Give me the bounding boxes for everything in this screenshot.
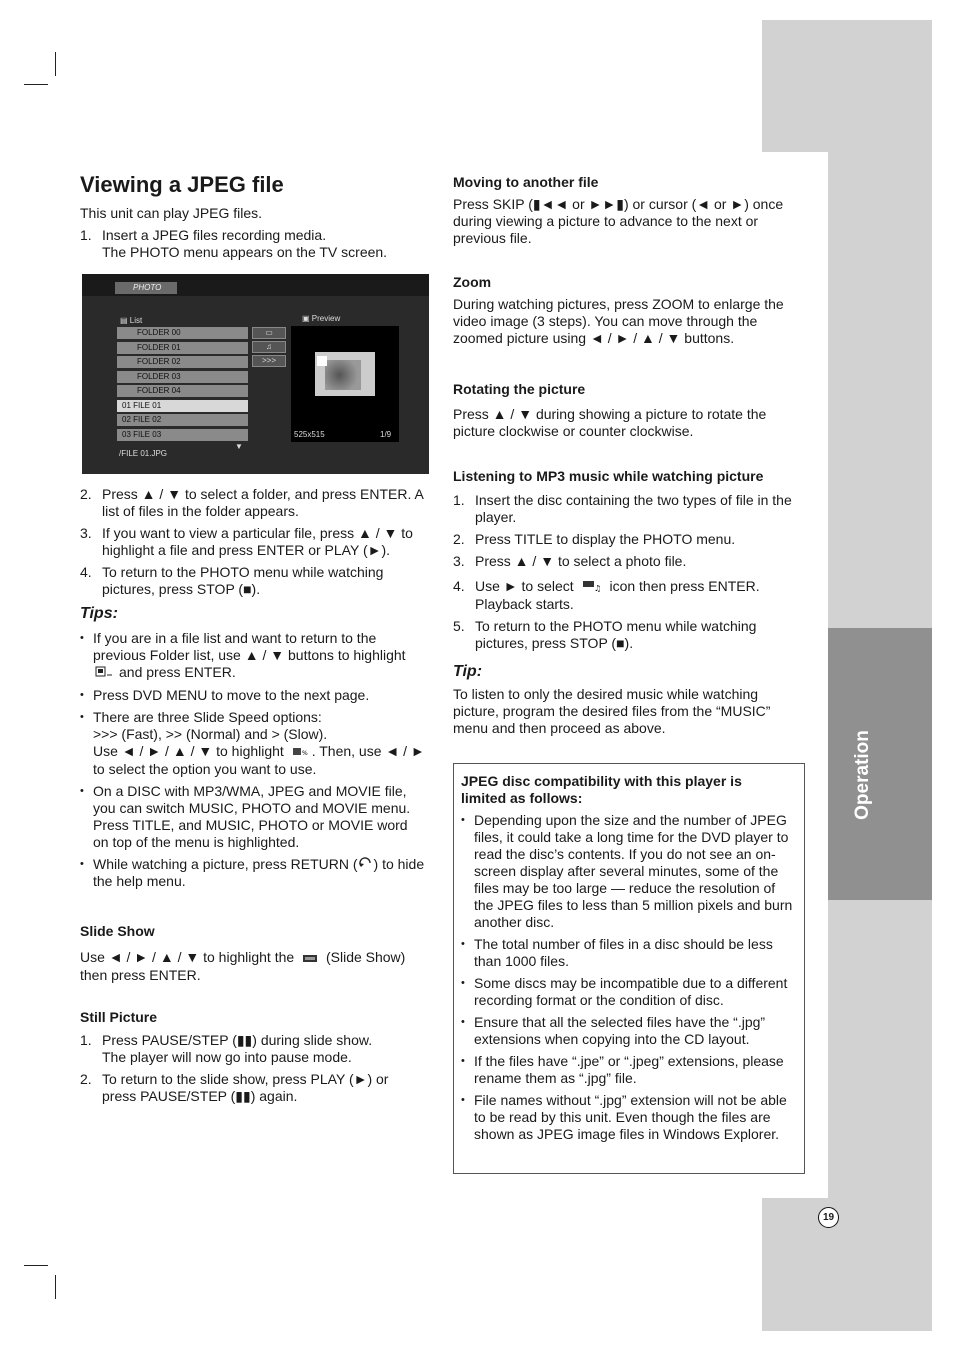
page-indicator: 1/9 bbox=[380, 430, 392, 439]
list-item: 1. Insert the disc containing the two types of file in the player. bbox=[453, 492, 792, 525]
crop-mark bbox=[55, 1275, 56, 1299]
list-item: 4. To return to the PHOTO menu while watching pictures, press STOP (■). bbox=[80, 564, 384, 597]
file-row[interactable]: 02 FILE 02 bbox=[117, 414, 248, 426]
sidebar-section-label: Operation bbox=[852, 730, 873, 820]
list-item: • There are three Slide Speed options: >>> (Fast), >> (Normal) and > (Slow). Use ◄ / ► / ▲ / ▼ to highlight % . Then, use ◄ / ► to select the option you want to use. bbox=[80, 709, 426, 778]
zoom-text: During watching pictures, press ZOOM to enlarge the video image (3 steps). You can move through the zoomed picture using ◄ / ► / ▲ / ▼ buttons. bbox=[453, 296, 784, 346]
sidebar-band bbox=[828, 152, 932, 630]
scroll-down-icon[interactable]: ▼ bbox=[235, 442, 243, 451]
svg-text:%: % bbox=[301, 749, 308, 757]
preview-label: ▣ Preview bbox=[302, 314, 341, 323]
page-number: 19 bbox=[818, 1207, 839, 1228]
folder-row[interactable]: FOLDER 02 bbox=[117, 356, 248, 368]
list-item: • If the files have “.jpe” or “.jpeg” extensions, please rename them as “.jpg” file. bbox=[461, 1053, 797, 1087]
tips-heading: Tips: bbox=[80, 605, 118, 622]
crop-mark bbox=[55, 52, 56, 76]
list-item: 3. If you want to view a particular file, press ▲ / ▼ to highlight a file and press ENTER or PLAY (►). bbox=[80, 525, 413, 558]
preview-pane bbox=[291, 326, 399, 442]
file-row[interactable]: 03 FILE 03 bbox=[117, 429, 248, 441]
list-label: ▤ List bbox=[120, 316, 143, 325]
list-item: 2. Press TITLE to display the PHOTO menu. bbox=[453, 531, 736, 547]
folder-up-icon bbox=[95, 665, 113, 682]
file-row-selected[interactable]: 01 FILE 01 bbox=[117, 400, 248, 412]
music-icon[interactable]: ♫ bbox=[252, 341, 286, 353]
still-picture-heading: Still Picture bbox=[80, 1009, 158, 1025]
list-item: 2. To return to the slide show, press PLAY (►) or press PAUSE/STEP (▮▮) again. bbox=[80, 1071, 389, 1104]
speed-icon bbox=[292, 744, 310, 761]
list-item: 3. Press ▲ / ▼ to select a photo file. bbox=[453, 553, 687, 569]
list-item: • Ensure that all the selected files have the “.jpg” extensions when copying into the CD layout. bbox=[461, 1014, 797, 1048]
moving-heading: Moving to another file bbox=[453, 174, 599, 190]
intro-text: This unit can play JPEG files. bbox=[80, 205, 263, 221]
list-icon: ▤ bbox=[120, 316, 130, 325]
list-item: • Press DVD MENU to move to the next page. bbox=[80, 687, 426, 704]
folder-row[interactable]: FOLDER 03 bbox=[117, 371, 248, 383]
list-item: • While watching a picture, press RETURN ( ) to hide the help menu. bbox=[80, 856, 426, 891]
page-title: Viewing a JPEG file bbox=[80, 172, 284, 197]
zoom-heading: Zoom bbox=[453, 274, 492, 290]
sidebar-band bbox=[762, 1198, 932, 1331]
slide-show-text: Use ◄ / ► / ▲ / ▼ to highlight the (Slide Show) then press ENTER. bbox=[80, 949, 406, 983]
list-item: • On a DISC with MP3/WMA, JPEG and MOVIE file, you can switch MUSIC, PHOTO and MOVIE menu. Press TITLE, and MUSIC, PHOTO or MOVIE word on top of the menu is highlighted. bbox=[80, 783, 426, 851]
slide-show-heading: Slide Show bbox=[80, 923, 155, 939]
list-item: 1. Insert a JPEG files recording media. The PHOTO menu appears on the TV screen. bbox=[80, 227, 388, 260]
tips-list bbox=[80, 630, 426, 895]
music-slideshow-icon bbox=[582, 579, 602, 596]
preview-icon: ▣ bbox=[302, 314, 312, 323]
file-path: /FILE 01.JPG bbox=[119, 449, 168, 458]
photo-menu-screenshot bbox=[82, 274, 429, 474]
rotating-heading: Rotating the picture bbox=[453, 381, 586, 397]
return-icon bbox=[358, 856, 374, 873]
list-item: • The total number of files in a disc should be less than 1000 files. bbox=[461, 936, 797, 970]
list-item: 5. To return to the PHOTO menu while watching pictures, press STOP (■). bbox=[453, 617, 757, 651]
slideshow-icon bbox=[302, 950, 318, 967]
compatibility-list bbox=[461, 812, 797, 1148]
list-item: • Some discs may be incompatible due to a different recording format or the condition of disc. bbox=[461, 975, 797, 1009]
tip-heading: Tip: bbox=[453, 663, 483, 680]
moving-text: Press SKIP (▮◄◄ or ►►▮) or cursor (◄ or ►) once during viewing a picture to advance to the next or previous file. bbox=[453, 196, 784, 246]
list-item: 1. Press PAUSE/STEP (▮▮) during slide show. The player will now go into pause mode. bbox=[80, 1032, 373, 1065]
steps-list bbox=[453, 492, 793, 657]
folder-row[interactable]: FOLDER 00 bbox=[117, 327, 248, 339]
tip-text: To listen to only the desired music while watching picture, program the desired files from the “MUSIC” menu and then proceed as above. bbox=[453, 686, 771, 736]
svg-text:♫: ♫ bbox=[593, 583, 601, 592]
list-item: • Depending upon the size and the number of JPEG files, it could take a long time for the DVD player to read the disc’s contents. If you do not see an on-screen display after several minutes, some of the files may be too large — reduce the resolution of the JPEG files to less than 5 million pixels and burn another disc. bbox=[461, 812, 797, 931]
sidebar-section-tab bbox=[828, 628, 932, 902]
folder-row[interactable]: FOLDER 04 bbox=[117, 385, 248, 397]
compatibility-heading: JPEG disc compatibility with this player is limited as follows: bbox=[461, 773, 742, 806]
sidebar-band bbox=[762, 20, 932, 152]
steps-list bbox=[80, 486, 426, 603]
photo-tab: PHOTO bbox=[115, 282, 177, 294]
crop-mark bbox=[24, 84, 48, 85]
rotating-text: Press ▲ / ▼ during showing a picture to rotate the picture clockwise or counter clockwise. bbox=[453, 406, 767, 439]
image-resolution: 525x515 bbox=[294, 430, 325, 439]
list-item: 2. Press ▲ / ▼ to select a folder, and press ENTER. A list of files in the folder appears. bbox=[80, 486, 424, 519]
list-item: 4. Use ► to select ♫ icon then press ENTER. Playback starts. bbox=[453, 578, 760, 612]
list-item: • If you are in a file list and want to return to the previous Folder list, use ▲ / ▼ buttons to highlight and press ENTER. bbox=[80, 630, 426, 682]
slideshow-icon[interactable]: ▭ bbox=[252, 327, 286, 339]
steps-list bbox=[80, 227, 420, 266]
folder-row[interactable]: FOLDER 01 bbox=[117, 342, 248, 354]
preview-image bbox=[315, 352, 375, 396]
speed-icon[interactable]: >>> bbox=[252, 355, 286, 367]
mp3-heading: Listening to MP3 music while watching picture bbox=[453, 468, 764, 484]
list-item: • File names without “.jpg” extension will not be able to be read by this unit. Even though the files are shown as JPEG image files in Windows Explorer. bbox=[461, 1092, 797, 1143]
compatibility-box bbox=[453, 763, 805, 1174]
crop-mark bbox=[24, 1265, 48, 1266]
steps-list bbox=[80, 1032, 426, 1110]
sidebar-band bbox=[828, 900, 932, 1200]
